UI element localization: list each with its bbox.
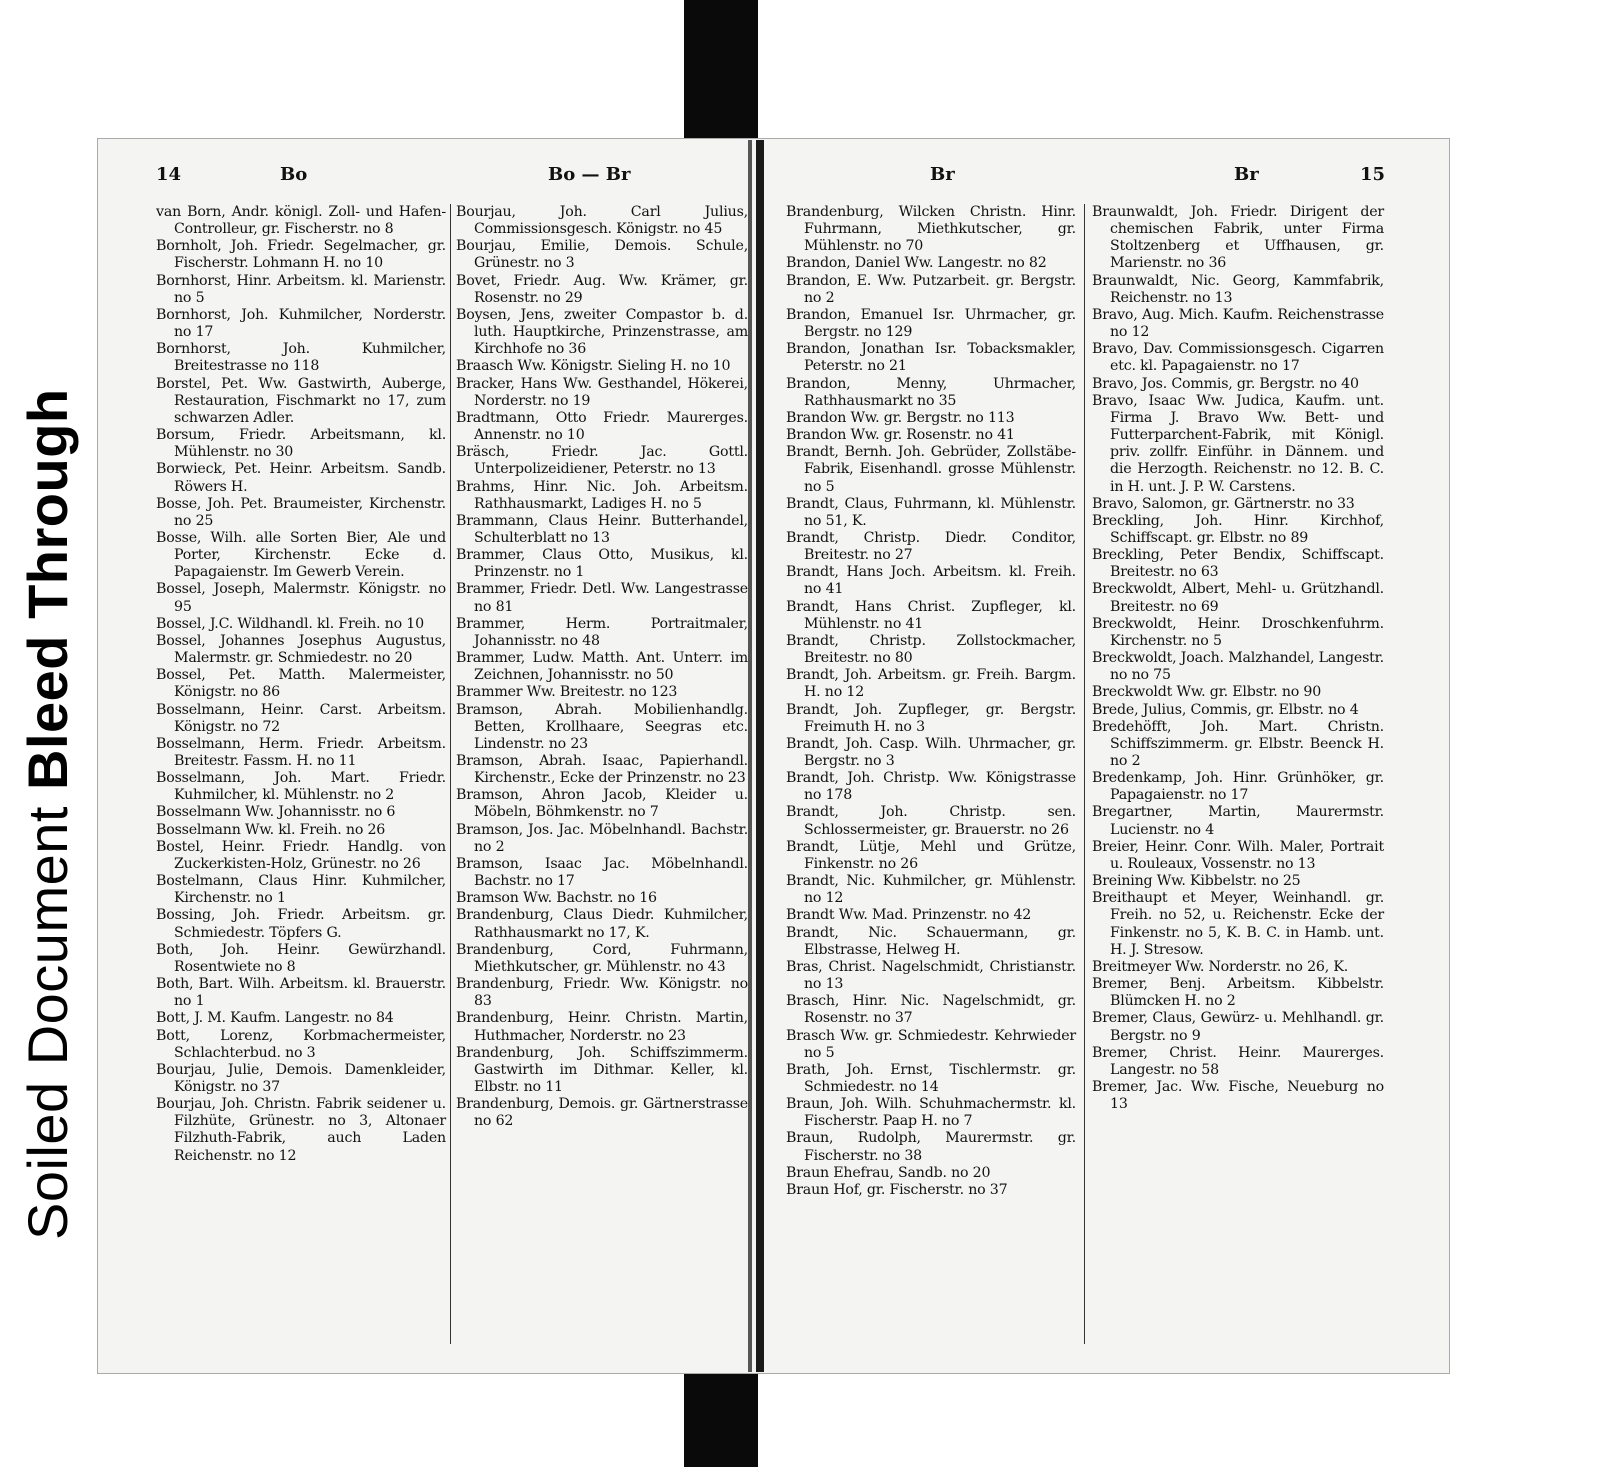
page-number-left: 14 [156,164,182,185]
directory-entry: Brandt, Joh. Arbeitsm. gr. Freih. Bargm. H. no 12 [786,667,1076,701]
directory-entry: Bregartner, Martin, Maurermstr. Lucienstr. no 4 [1092,804,1384,838]
directory-entry: Bornhorst, Hinr. Arbeitsm. kl. Marienstr. no 5 [156,272,446,306]
left-heading-center: Bo — Br [548,164,631,185]
directory-entry: Brandt, Christp. Zollstockmacher, Breitestr. no 80 [786,632,1076,667]
directory-entry: Brandt, Nic. Kuhmilcher, gr. Mühlenstr. no 12 [786,873,1076,907]
stamp-text-soiled: Soiled Document [16,789,79,1240]
directory-entry: Bramson, Jos. Jac. Möbelnhandl. Bachstr. no 2 [456,821,748,855]
directory-entry: Breithaupt et Meyer, Weinhandl. gr. Freih. no 52, u. Reichenstr. Ecke der Finkenstr. no 5, K. B. C. in Hamb. unt. H. J. Stresow. [1092,890,1384,958]
directory-entry: Brandon Ww. gr. Bergstr. no 113 [786,409,1015,426]
directory-entry: Brandon, E. Ww. Putzarbeit. gr. Bergstr. no 2 [786,272,1076,306]
directory-entry: Breier, Heinr. Conr. Wilh. Maler, Portrait u. Rouleaux, Vossenstr. no 13 [1092,838,1384,872]
directory-entry: Bourjau, Julie, Demois. Damenkleider, Königstr. no 37 [156,1061,446,1095]
directory-entry: Braunwaldt, Joh. Friedr. Dirigent der chemischen Fabrik, unter Firma Stoltzenberg et Uffhausen, gr. Marienstr. no 36 [1092,204,1384,272]
directory-entry: Both, Joh. Heinr. Gewürzhandl. Rosentwiete no 8 [156,941,446,975]
directory-entry: Brandon, Jonathan Isr. Tobacksmakler, Peterstr. no 21 [786,341,1076,375]
directory-entry: Brammann, Claus Heinr. Butterhandel, Schulterblatt no 13 [456,512,748,546]
directory-entry: Braun, Rudolph, Maurermstr. gr. Fischerstr. no 38 [786,1130,1076,1164]
directory-entry: Bossel, Joseph, Malermstr. Königstr. no 95 [156,581,446,615]
page-number-right: 15 [1360,164,1386,185]
directory-entry: Brandt, Hans Christ. Zupfleger, kl. Mühlenstr. no 41 [786,598,1076,632]
directory-entry: Bramson, Ahron Jacob, Kleider u. Möbeln, Böhmkenstr. no 7 [456,787,748,821]
directory-entry: Bovet, Friedr. Aug. Ww. Krämer, gr. Rosenstr. no 29 [456,272,748,306]
directory-entry: Borsum, Friedr. Arbeitsmann, kl. Mühlenstr. no 30 [156,427,446,461]
directory-entry: Braasch Ww. Königstr. Sieling H. no 10 [456,358,731,375]
directory-entry: Breckling, Peter Bendix, Schiffscapt. Breitestr. no 63 [1092,547,1384,581]
directory-entry: Brasch, Hinr. Nic. Nagelschmidt, gr. Rosenstr. no 37 [786,993,1076,1027]
directory-entry: Brandt, Christp. Diedr. Conditor, Breitestr. no 27 [786,529,1076,564]
directory-entry: Brasch Ww. gr. Schmiedestr. Kehrwieder no 5 [786,1027,1076,1061]
directory-entry: Bravo, Aug. Mich. Kaufm. Reichenstrasse no 12 [1092,306,1384,341]
directory-entry: Bremer, Jac. Ww. Fische, Neueburg no 13 [1092,1078,1384,1113]
directory-entry: Brandenburg, Demois. gr. Gärtnerstrasse no 62 [456,1096,748,1130]
left-page-column-1 [156,204,446,1165]
directory-entry: Bornholt, Joh. Friedr. Segelmacher, gr. Fischerstr. Lohmann H. no 10 [156,238,446,272]
left-heading-left: Bo [280,164,308,185]
directory-entry: Boysen, Jens, zweiter Compastor b. d. luth. Hauptkirche, Prinzenstrasse, am Kirchhofe no 36 [456,306,748,358]
directory-entry: Bramson Ww. Bachstr. no 16 [456,890,657,907]
directory-entry: Bremer, Benj. Arbeitsm. Kibbelstr. Blümcken H. no 2 [1092,976,1384,1010]
directory-entry: Breitmeyer Ww. Norderstr. no 26, K. [1092,958,1349,975]
right-page-column-1 [786,204,1076,1199]
directory-entry: Bosselmann, Joh. Mart. Friedr. Kuhmilcher, kl. Mühlenstr. no 2 [156,770,446,804]
directory-entry: Breckwoldt, Albert, Mehl- u. Grützhandl. Breitestr. no 69 [1092,581,1384,615]
directory-entry: Bostelmann, Claus Hinr. Kuhmilcher, Kirchenstr. no 1 [156,873,446,907]
directory-entry: Brandenburg, Wilcken Christn. Hinr. Fuhrmann, Miethkutscher, gr. Mühlenstr. no 70 [786,204,1076,255]
directory-entry: Brandt, Joh. Casp. Wilh. Uhrmacher, gr. Bergstr. no 3 [786,735,1076,769]
directory-entry: Bredenkamp, Joh. Hinr. Grünhöker, gr. Papagaienstr. no 17 [1092,770,1384,804]
directory-entry: Bramson, Isaac Jac. Möbelnhandl. Bachstr. no 17 [456,855,748,890]
left-page-header [150,164,752,190]
directory-entry: van Born, Andr. königl. Zoll- und Hafen-Controlleur, gr. Fischerstr. no 8 [156,204,446,238]
directory-entry: Breining Ww. Kibbelstr. no 25 [1092,873,1301,890]
right-page-header [782,164,1400,190]
right-heading-right: Br [1234,164,1259,185]
directory-entry: Brandt, Bernh. Joh. Gebrüder, Zollstäbe-Fabrik, Eisenhandl. grosse Mühlenstr. no 5 [786,444,1076,495]
directory-entry: Bott, J. M. Kaufm. Langestr. no 84 [156,1010,394,1027]
directory-entry: Brandenburg, Heinr. Christn. Martin, Huthmacher, Norderstr. no 23 [456,1010,748,1044]
directory-entry: Breckwoldt, Joach. Malzhandel, Langestr. no no 75 [1092,650,1384,684]
directory-entry: Brandon Ww. gr. Rosenstr. no 41 [786,427,1015,444]
directory-entry: Brandt, Joh. Christp. sen. Schlossermeister, gr. Brauerstr. no 26 [786,804,1076,838]
directory-entry: Braun Hof, gr. Fischerstr. no 37 [786,1181,1008,1198]
directory-entry: Bornhorst, Joh. Kuhmilcher, Breitestrasse no 118 [156,341,446,375]
directory-entry: Borwieck, Pet. Heinr. Arbeitsm. Sandb. Röwers H. [156,461,446,495]
directory-entry: Brammer, Ludw. Matth. Ant. Unterr. im Zeichnen, Johannisstr. no 50 [456,650,748,684]
directory-entry: Bravo, Dav. Commissionsgesch. Cigarren etc. kl. Papagaienstr. no 17 [1092,341,1384,375]
directory-entry: Bracker, Hans Ww. Gesthandel, Hökerei, Norderstr. no 19 [456,375,748,409]
directory-entry: Breckling, Joh. Hinr. Kirchhof, Schiffscapt. gr. Elbstr. no 89 [1092,512,1384,546]
directory-entry: Brandt, Hans Joch. Arbeitsm. kl. Freih. no 41 [786,564,1076,598]
directory-entry: Bott, Lorenz, Korbmachermeister, Schlachterbud. no 3 [156,1027,446,1061]
side-stamp [8,240,88,1240]
directory-entry: Braun, Joh. Wilh. Schuhmachermstr. kl. Fischerstr. Paap H. no 7 [786,1096,1076,1130]
directory-entry: Brammer, Herm. Portraitmaler, Johannisstr. no 48 [456,615,748,649]
directory-entry: Brandenburg, Joh. Schiffszimmerm. Gastwirth im Dithmar. Keller, kl. Elbstr. no 11 [456,1044,748,1095]
directory-entry: Bossel, Pet. Matth. Malermeister, Königstr. no 86 [156,667,446,701]
directory-entry: Bosselmann, Heinr. Carst. Arbeitsm. Königstr. no 72 [156,701,446,735]
directory-entry: Bossel, Johannes Josephus Augustus, Malermstr. gr. Schmiedestr. no 20 [156,632,446,667]
directory-entry: Bosselmann Ww. kl. Freih. no 26 [156,821,386,838]
directory-entry: Brandenburg, Friedr. Ww. Königstr. no 83 [456,976,748,1010]
book-gutter [756,140,764,1372]
directory-entry: Bravo, Jos. Commis, gr. Bergstr. no 40 [1092,375,1359,392]
directory-entry: Brandenburg, Claus Diedr. Kuhmilcher, Rathhausmarkt no 17, K. [456,907,748,941]
directory-entry: Borstel, Pet. Ww. Gastwirth, Auberge, Restauration, Fischmarkt no 17, zum schwarzen Adler. [156,375,446,426]
directory-entry: Bourjau, Joh. Christn. Fabrik seidener u. Filzhüte, Grünestr. no 3, Altonaer Filzhuth-Fabrik, auch Laden Reichenstr. no 12 [156,1096,446,1164]
directory-entry: Brede, Julius, Commis, gr. Elbstr. no 4 [1092,701,1359,718]
directory-entry: Bostel, Heinr. Friedr. Handlg. von Zuckerkisten-Holz, Grünestr. no 26 [156,838,446,872]
directory-entry: Bosse, Joh. Pet. Braumeister, Kirchenstr. no 25 [156,495,446,529]
right-page-column-2 [1092,204,1384,1113]
right-column-rule [1084,204,1085,1344]
directory-entry: Brandt, Nic. Schauermann, gr. Elbstrasse, Helweg H. [786,924,1076,958]
directory-entry: Bosse, Wilh. alle Sorten Bier, Ale und Porter, Kirchenstr. Ecke d. Papagaienstr. Im Gewerb Verein. [156,529,446,581]
left-column-rule [450,204,451,1344]
directory-entry: Bossel, J.C. Wildhandl. kl. Freih. no 10 [156,615,424,632]
directory-entry: Brandenburg, Cord, Fuhrmann, Miethkutscher, gr. Mühlenstr. no 43 [456,941,748,975]
directory-entry: Brath, Joh. Ernst, Tischlermstr. gr. Schmiedestr. no 14 [786,1061,1076,1095]
directory-entry: Braunwaldt, Nic. Georg, Kammfabrik, Reichenstr. no 13 [1092,272,1384,306]
directory-entry: Braun Ehefrau, Sandb. no 20 [786,1164,991,1181]
directory-entry: Breckwoldt Ww. gr. Elbstr. no 90 [1092,684,1322,701]
directory-entry: Bramson, Abrah. Mobilienhandlg. Betten, Krollhaare, Seegras etc. Lindenstr. no 23 [456,701,748,752]
directory-entry: Brandt, Claus, Fuhrmann, kl. Mühlenstr. no 51, K. [786,495,1076,529]
binding-strip-top [684,0,758,142]
directory-entry: Brandon, Emanuel Isr. Uhrmacher, gr. Bergstr. no 129 [786,306,1076,341]
directory-entry: Bremer, Claus, Gewürz- u. Mehlhandl. gr. Bergstr. no 9 [1092,1010,1384,1044]
directory-entry: Brandon, Daniel Ww. Langestr. no 82 [786,255,1047,272]
directory-entry: Brahms, Hinr. Nic. Joh. Arbeitsm. Rathhausmarkt, Ladiges H. no 5 [456,478,748,512]
directory-entry: Bravo, Isaac Ww. Judica, Kaufm. unt. Firma J. Bravo Ww. Bett- und Futterparchent-Fabrik, mit Königl. priv. zollfr. Einführ. in Dännem. und die Herzogth. Reichenstr. no 12. B. C. in H. unt. J. P. W. Carstens. [1092,392,1384,495]
directory-entry: Brammer, Friedr. Detl. Ww. Langestrasse no 81 [456,581,748,615]
directory-entry: Bourjau, Emilie, Demois. Schule, Grünestr. no 3 [456,238,748,272]
directory-entry: Brandon, Menny, Uhrmacher, Rathhausmarkt no 35 [786,375,1076,409]
directory-entry: Both, Bart. Wilh. Arbeitsm. kl. Brauerstr. no 1 [156,976,446,1010]
directory-entry: Brammer Ww. Breitestr. no 123 [456,684,678,701]
directory-entry: Brandt, Joh. Christp. Ww. Königstrasse no 178 [786,770,1076,804]
directory-entry: Bossing, Joh. Friedr. Arbeitsm. gr. Schmiedestr. Töpfers G. [156,907,446,941]
directory-entry: Brammer, Claus Otto, Musikus, kl. Prinzenstr. no 1 [456,547,748,581]
binding-strip-bottom [684,1372,758,1467]
directory-entry: Breckwoldt, Heinr. Droschkenfuhrm. Kirchenstr. no 5 [1092,615,1384,649]
directory-entry: Bremer, Christ. Heinr. Maurerges. Langestr. no 58 [1092,1044,1384,1078]
directory-entry: Bornhorst, Joh. Kuhmilcher, Norderstr. no 17 [156,306,446,341]
directory-entry: Brandt Ww. Mad. Prinzenstr. no 42 [786,907,1032,924]
directory-entry: Brandt, Joh. Zupfleger, gr. Bergstr. Freimuth H. no 3 [786,701,1076,735]
right-page [782,164,1400,1364]
directory-entry: Bradtmann, Otto Friedr. Maurerges. Annenstr. no 10 [456,409,748,444]
directory-entry: Bramson, Abrah. Isaac, Papierhandl. Kirchenstr., Ecke der Prinzenstr. no 23 [456,753,748,787]
right-heading-center: Br [930,164,955,185]
directory-entry: Bredehöfft, Joh. Mart. Christn. Schiffszimmerm. gr. Elbstr. Beenck H. no 2 [1092,718,1384,769]
directory-entry: Bosselmann, Herm. Friedr. Arbeitsm. Breitestr. Fassm. H. no 11 [156,735,446,769]
directory-entry: Bourjau, Joh. Carl Julius, Commissionsgesch. Königstr. no 45 [456,204,748,238]
left-page [150,164,752,1364]
left-page-column-2 [456,204,748,1130]
directory-entry: Bosselmann Ww. Johannisstr. no 6 [156,804,396,821]
directory-entry: Bräsch, Friedr. Jac. Gottl. Unterpolizeidiener, Peterstr. no 13 [456,444,748,478]
directory-entry: Bravo, Salomon, gr. Gärtnerstr. no 33 [1092,495,1355,512]
stamp-text-bleed: Bleed Through [16,388,79,790]
directory-entry: Bras, Christ. Nagelschmidt, Christianstr. no 13 [786,958,1076,993]
directory-entry: Brandt, Lütje, Mehl und Grütze, Finkenstr. no 26 [786,838,1076,872]
